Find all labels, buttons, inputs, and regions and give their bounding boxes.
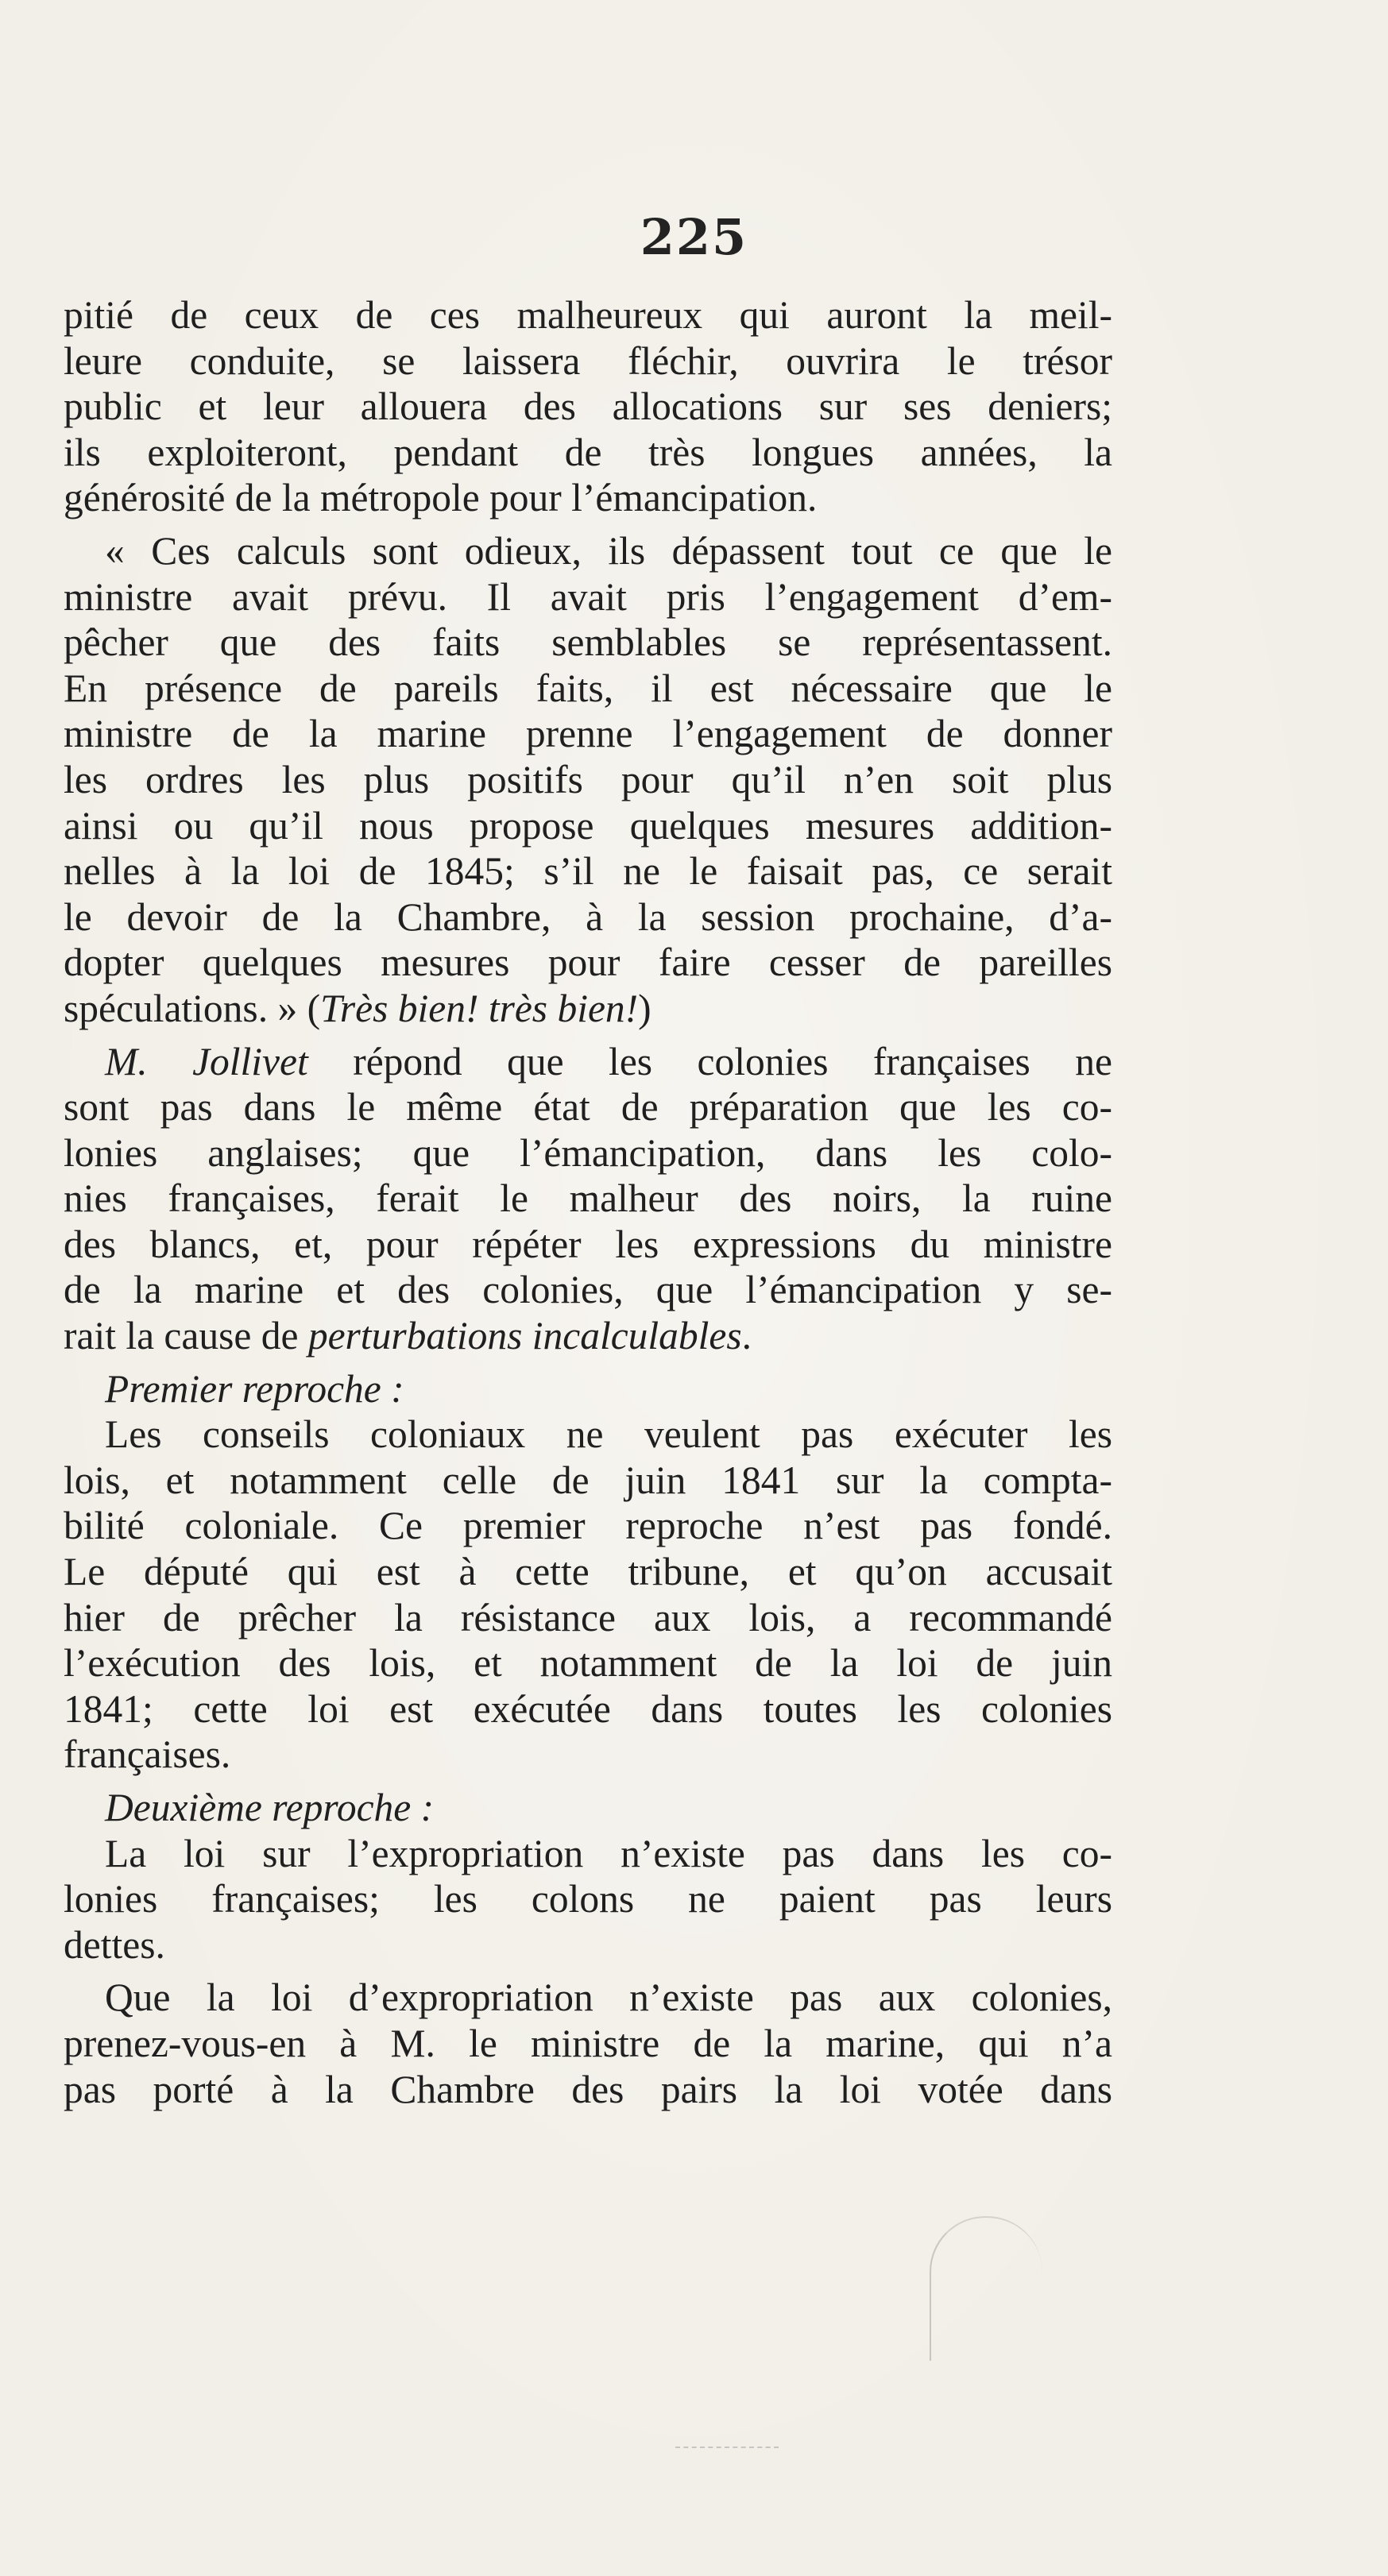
text-line	[64, 1039, 1112, 1085]
text-line: 1841; cette loi est exécutée dans toutes les colonies	[64, 1686, 1112, 1731]
italic-run: Très bien! très bien!	[320, 986, 639, 1030]
text-line: dettes.	[64, 1922, 165, 1967]
text-line: public et leur allouera des allocations sur ses deniers;	[64, 384, 1112, 429]
text-line: bilité coloniale. Ce premier reproche n’est pas fondé.	[64, 1504, 1112, 1548]
faint-stamp-mark	[930, 2216, 1042, 2361]
text-line: de la marine et des colonies, que l’émancipation y se-	[64, 1268, 1112, 1312]
text-line: l’exécution des lois, et notamment de la loi de juin	[64, 1641, 1112, 1686]
text-line	[64, 986, 1112, 1032]
text-line: Que la loi d’expropriation n’existe pas aux colonies,	[105, 1975, 1112, 2020]
text-line: lonies anglaises; que l’émancipation, dans les colo-	[64, 1130, 1112, 1175]
text-line: prenez-vous-en à M. le ministre de la marine, qui n’a	[64, 2021, 1112, 2065]
text-line: ils exploiteront, pendant de très longues années, la	[64, 430, 1112, 474]
section-heading: Premier reproche :	[105, 1366, 404, 1411]
text-line: La loi sur l’expropriation n’existe pas dans les co-	[105, 1831, 1112, 1875]
text-run: )	[638, 986, 651, 1030]
text-line: pas porté à la Chambre des pairs la loi votée dans	[64, 2067, 1112, 2111]
section-heading: Deuxième reproche :	[105, 1786, 435, 1829]
text-run: .	[741, 1314, 752, 1358]
text-line: « Ces calculs sont odieux, ils dépassent tout ce que le	[105, 528, 1112, 573]
text-line: les ordres les plus positifs pour qu’il n’en soit plus	[64, 757, 1112, 801]
text-line: dopter quelques mesures pour faire cesser de pareilles	[64, 940, 1112, 985]
text-run: rait la cause de	[64, 1314, 308, 1358]
text-line: Les conseils coloniaux ne veulent pas exécuter les	[105, 1412, 1112, 1457]
text-line: ministre avait prévu. Il avait pris l’engagement d’em-	[64, 574, 1112, 619]
text-line: Le député qui est à cette tribune, et qu’on accusait	[64, 1550, 1112, 1594]
text-line: nies françaises, ferait le malheur des noirs, la ruine	[64, 1176, 1112, 1221]
text-line: des blancs, et, pour répéter les expressions du ministre	[64, 1222, 1112, 1266]
text-line: lonies françaises; les colons ne paient pas leurs	[64, 1877, 1112, 1921]
text-line: françaises.	[64, 1732, 231, 1777]
text-line	[64, 1313, 1112, 1359]
text-line: ainsi ou qu’il nous propose quelques mesures addition-	[64, 803, 1112, 848]
faint-dash-mark	[675, 2447, 779, 2448]
text-run: répond que les colonies françaises ne	[307, 1039, 1112, 1083]
page-number: 225	[640, 208, 748, 266]
text-line: lois, et notamment celle de juin 1841 sur la compta-	[64, 1458, 1112, 1502]
speaker-name: M. Jollivet	[105, 1039, 308, 1083]
text-line: nelles à la loi de 1845; s’il ne le faisait pas, ce serait	[64, 849, 1112, 894]
text-line: pitié de ceux de ces malheureux qui auront la meil-	[64, 293, 1112, 337]
text-line: leure conduite, se laissera fléchir, ouvrira le trésor	[64, 338, 1112, 383]
italic-run: perturbations incalculables	[307, 1314, 742, 1358]
text-line: sont pas dans le même état de préparation que les co-	[64, 1085, 1112, 1130]
text-line: hier de prêcher la résistance aux lois, a recommandé	[64, 1595, 1112, 1639]
text-line: générosité de la métropole pour l’émancipation.	[64, 476, 818, 520]
text-line: En présence de pareils faits, il est nécessaire que le	[64, 666, 1112, 710]
text-line: pêcher que des faits semblables se représentassent.	[64, 620, 1112, 665]
text-run: spéculations. » (	[64, 986, 321, 1030]
text-line: le devoir de la Chambre, à la session prochaine, d’a-	[64, 894, 1112, 939]
body-text	[64, 292, 1112, 2112]
text-line: ministre de la marine prenne l’engagement de donner	[64, 712, 1112, 756]
